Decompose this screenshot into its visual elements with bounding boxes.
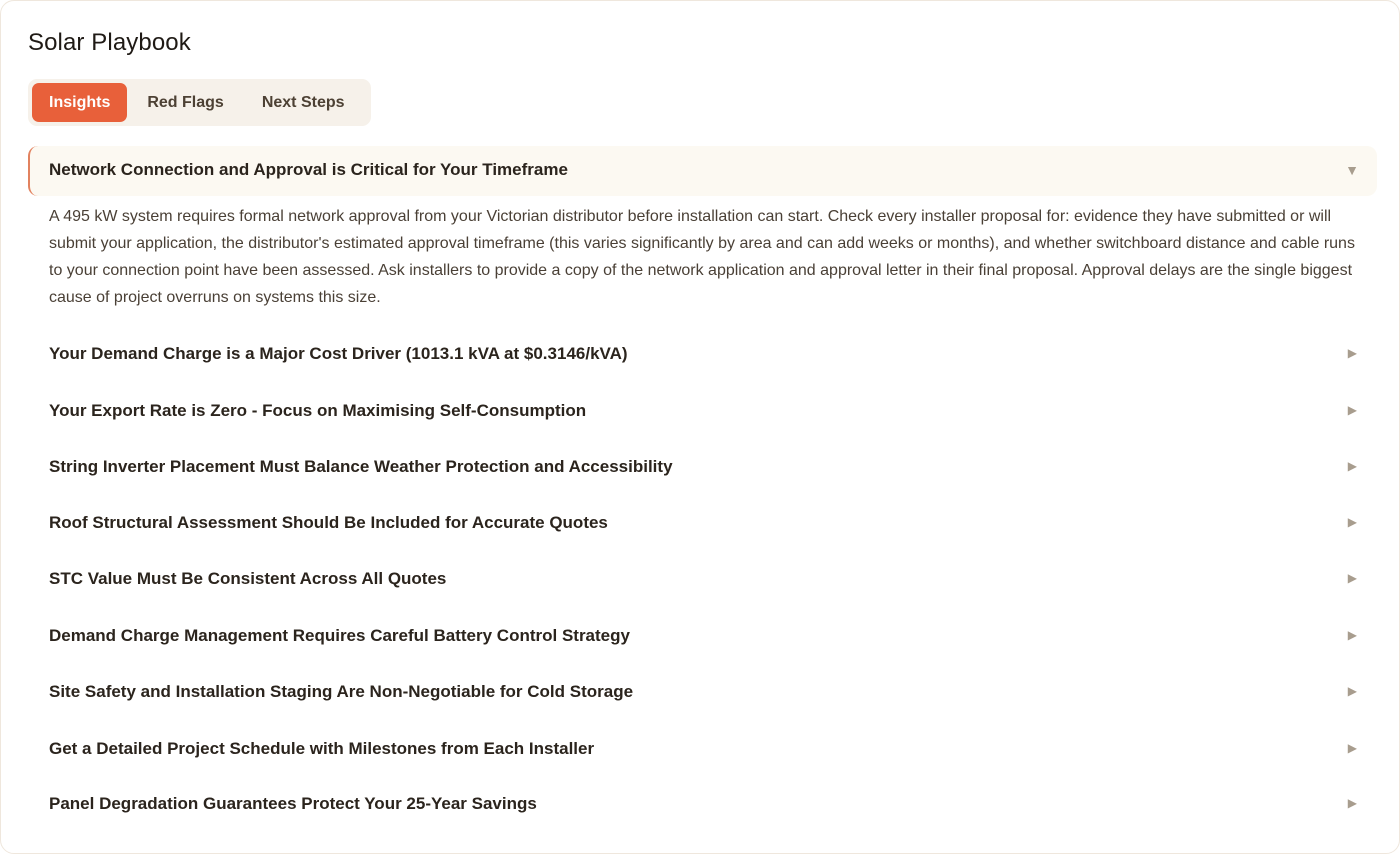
accordion-item-title: Demand Charge Management Requires Careful Battery Control Strategy bbox=[49, 626, 630, 645]
accordion-item[interactable] bbox=[28, 447, 1377, 487]
accordion-item-open[interactable] bbox=[28, 146, 1377, 196]
chevron-right-icon[interactable]: ▶ bbox=[1347, 628, 1357, 642]
accordion-item[interactable] bbox=[28, 616, 1377, 656]
tab-red-flags[interactable]: Red Flags bbox=[147, 94, 224, 111]
accordion-item-title: Panel Degradation Guarantees Protect Your 25-Year Savings bbox=[49, 794, 537, 813]
chevron-right-icon[interactable]: ▶ bbox=[1347, 796, 1357, 810]
accordion-item-title: Roof Structural Assessment Should Be Included for Accurate Quotes bbox=[49, 513, 608, 532]
chevron-down-icon[interactable]: ▼ bbox=[1345, 162, 1359, 178]
accordion-item-title: Your Demand Charge is a Major Cost Driver (1013.1 kVA at $0.3146/kVA) bbox=[49, 344, 628, 363]
chevron-right-icon[interactable]: ▶ bbox=[1347, 684, 1357, 698]
accordion-item-title: Your Export Rate is Zero - Focus on Maximising Self-Consumption bbox=[49, 401, 587, 420]
accordion-item[interactable] bbox=[28, 672, 1377, 712]
page-title: Solar Playbook bbox=[28, 29, 191, 56]
accordion-item-title: Network Connection and Approval is Critical for Your Timeframe bbox=[49, 160, 568, 179]
accordion-item-body: A 495 kW system requires formal network approval from your Victorian distributor before installation can start. Check every installer proposal for: evidence they have submitted or will submit your application, the distributor's estimated approval timeframe (this varies significantly by area and can add weeks or months), and whether switchboard distance and cable runs to your connection point have been assessed. Ask installers to provide a copy of the network application and approval letter in their final proposal. Approval delays are the single biggest cause of project overruns on systems this size. bbox=[49, 208, 1355, 306]
chevron-right-icon[interactable]: ▶ bbox=[1347, 571, 1357, 585]
chevron-right-icon[interactable]: ▶ bbox=[1347, 403, 1357, 417]
accordion-item-title: STC Value Must Be Consistent Across All Quotes bbox=[49, 569, 447, 588]
accordion-item-title: Site Safety and Installation Staging Are Non-Negotiable for Cold Storage bbox=[49, 682, 634, 701]
accordion-item-title: String Inverter Placement Must Balance Weather Protection and Accessibility bbox=[49, 457, 673, 476]
tab-insights[interactable]: Insights bbox=[32, 83, 127, 122]
chevron-right-icon[interactable]: ▶ bbox=[1347, 741, 1357, 755]
tab-next-steps[interactable]: Next Steps bbox=[261, 94, 345, 111]
chevron-right-icon[interactable]: ▶ bbox=[1347, 346, 1357, 360]
accordion-item[interactable] bbox=[28, 334, 1377, 374]
accordion-item[interactable] bbox=[28, 784, 1377, 824]
tab-bar bbox=[28, 79, 371, 126]
accordion-item[interactable] bbox=[28, 391, 1377, 431]
chevron-right-icon[interactable]: ▶ bbox=[1347, 459, 1357, 473]
chevron-right-icon[interactable]: ▶ bbox=[1347, 515, 1357, 529]
accordion-item[interactable] bbox=[28, 559, 1377, 599]
accordion-item[interactable] bbox=[28, 729, 1377, 769]
accordion-item-title: Get a Detailed Project Schedule with Milestones from Each Installer bbox=[49, 739, 595, 758]
accordion-item[interactable] bbox=[28, 503, 1377, 543]
